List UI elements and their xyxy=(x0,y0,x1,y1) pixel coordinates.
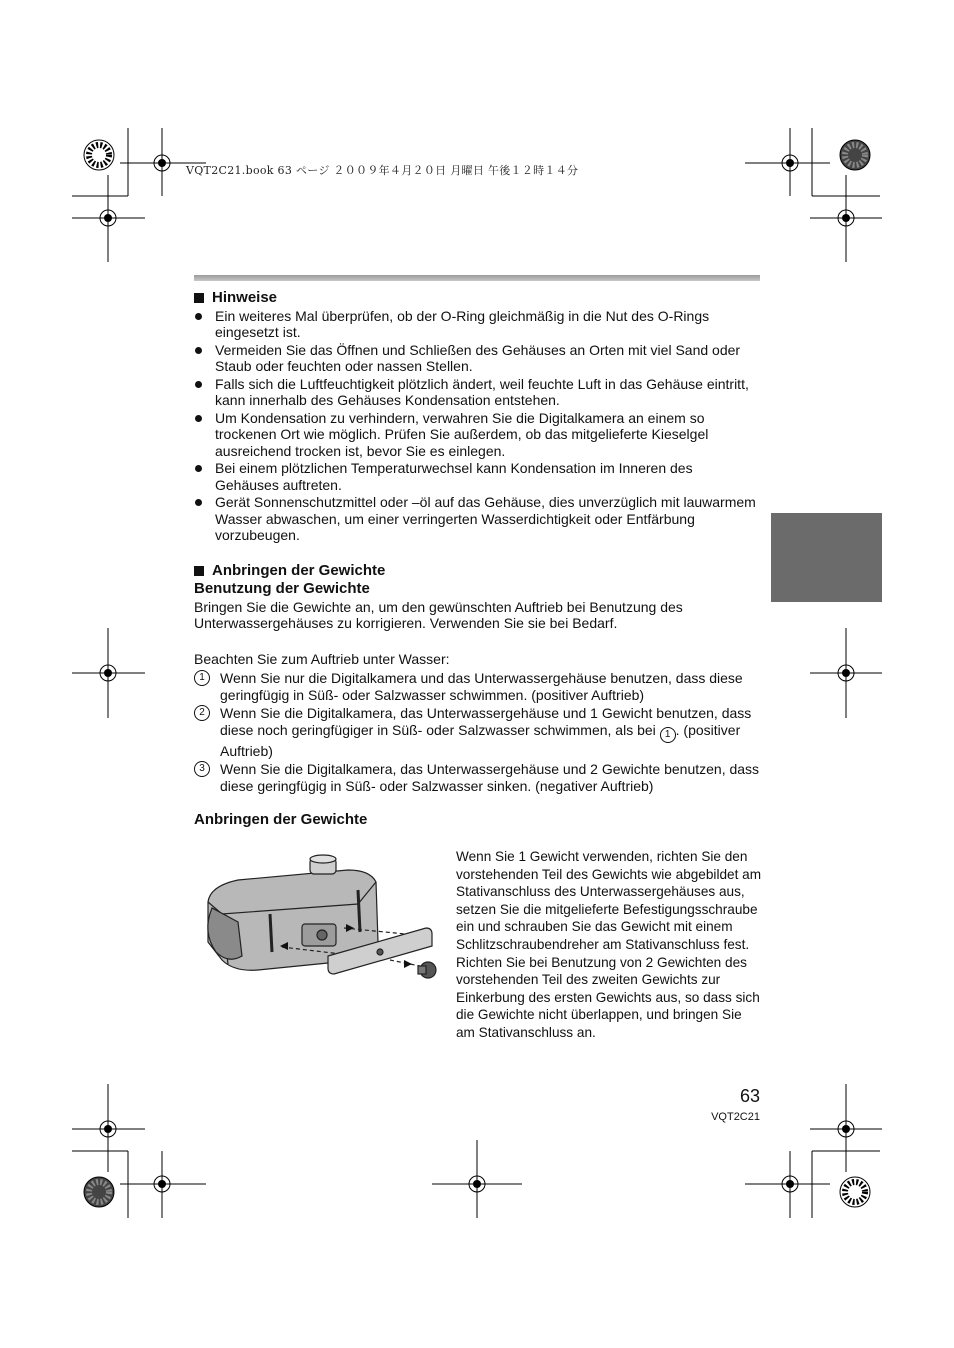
gewichte-heading: Anbringen der Gewichte xyxy=(194,563,760,580)
gewichte-intro: Bringen Sie die Gewichte an, um den gewünschten Auftrieb bei Benutzung des Unterwassergehäuses zu korrigieren. Verwenden Sie sie bei Bedarf. xyxy=(194,598,683,631)
list-item: 2 Wenn Sie die Digitalkamera, das Unterwassergehäuse und 1 Gewicht benutzen, dass diese noch geringfügiger in Süß- oder Salzwasser schwimmen, als bei 1 . (positiver Auftrieb) xyxy=(194,705,760,759)
page-code: VQT2C21 xyxy=(711,1111,760,1123)
list-item: 3 Wenn Sie die Digitalkamera, das Unterwassergehäuse und 2 Gewichte benutzen, dass diese geringfügig in Süß- oder Salzwasser sinken. (negativer Auftrieb) xyxy=(194,761,760,794)
attach-text-1: Wenn Sie 1 Gewicht verwenden, richten Sie den vorstehenden Teil des Gewichts wie abgebildet am Stativanschluss des Unterwassergehäuses aus, setzen Sie die mitgelieferte Befestigungsschraube ein und schrauben Sie das Gewicht mit einem Schlitzschraubendreher am Stativanschluss fest. xyxy=(456,849,762,952)
attach-heading: Anbringen der Gewichte xyxy=(194,811,368,828)
list-item: 1 Wenn Sie nur die Digitalkamera und das Unterwassergehäuse benutzen, dass diese geringfügig in Süß- oder Salzwasser schwimmen. (positiver Auftrieb) xyxy=(194,670,760,703)
list-item: Um Kondensation zu verhindern, verwahren Sie die Digitalkamera an einem so trockenen Ort wie möglich. Prüfen Sie außerdem, ob das mitgelieferte Kieselgel ausreichend trocken ist, bevor Sie es einlegen. xyxy=(194,410,760,460)
print-header-line: VQT2C21.book 63 ページ ２００９年４月２０日 月曜日 午後１２時１４分 xyxy=(186,164,579,177)
circled-number: 3 xyxy=(194,761,210,777)
circled-number: 2 xyxy=(194,705,210,721)
main-content xyxy=(194,290,760,829)
circled-number: 1 xyxy=(194,670,210,686)
gewichte-subheading: Benutzung der Gewichte xyxy=(194,580,370,597)
page-number: 63 xyxy=(739,1086,760,1106)
circled-number-ref: 1 xyxy=(660,727,676,743)
list-item: Vermeiden Sie das Öffnen und Schließen des Gehäuses an Orten mit viel Sand oder Staub oder feuchten oder nassen Stellen. xyxy=(194,342,760,375)
section-rule xyxy=(194,275,760,281)
auftrieb-lead: Beachten Sie zum Auftrieb unter Wasser: xyxy=(194,650,450,667)
hinweise-heading: Hinweise xyxy=(194,290,760,307)
list-item: Falls sich die Luftfeuchtigkeit plötzlich ändert, weil feuchte Luft in das Gehäuse eintritt, kann innerhalb des Gehäuses Kondensation entstehen. xyxy=(194,376,760,409)
hinweise-list xyxy=(194,308,760,544)
list-item: Bei einem plötzlichen Temperaturwechsel kann Kondensation im Inneren des Gehäuses auftreten. xyxy=(194,460,760,493)
chapter-tab xyxy=(771,513,882,602)
square-bullet-icon xyxy=(194,566,204,576)
attach-instructions xyxy=(456,848,762,1042)
list-item: Gerät Sonnenschutzmittel oder –öl auf das Gehäuse, dies unverzüglich mit lauwarmem Wasser abwaschen, um einer verringerten Wasserdichtigkeit oder Entfärbung vorzubeugen. xyxy=(194,494,760,544)
square-bullet-icon xyxy=(194,293,204,303)
list-item: Ein weiteres Mal überprüfen, ob der O-Ring gleichmäßig in die Nut des O-Rings eingesetzt ist. xyxy=(194,308,760,341)
attach-text-2: Richten Sie bei Benutzung von 2 Gewichten des vorstehenden Teil des zweiten Gewichts zur Einkerbung des ersten Gewichts aus, so dass sich die Gewichte nicht überlappen, und bringen Sie am Stativanschluss an. xyxy=(456,954,760,1040)
auftrieb-list xyxy=(194,670,760,794)
housing-weight-illustration xyxy=(198,852,443,992)
